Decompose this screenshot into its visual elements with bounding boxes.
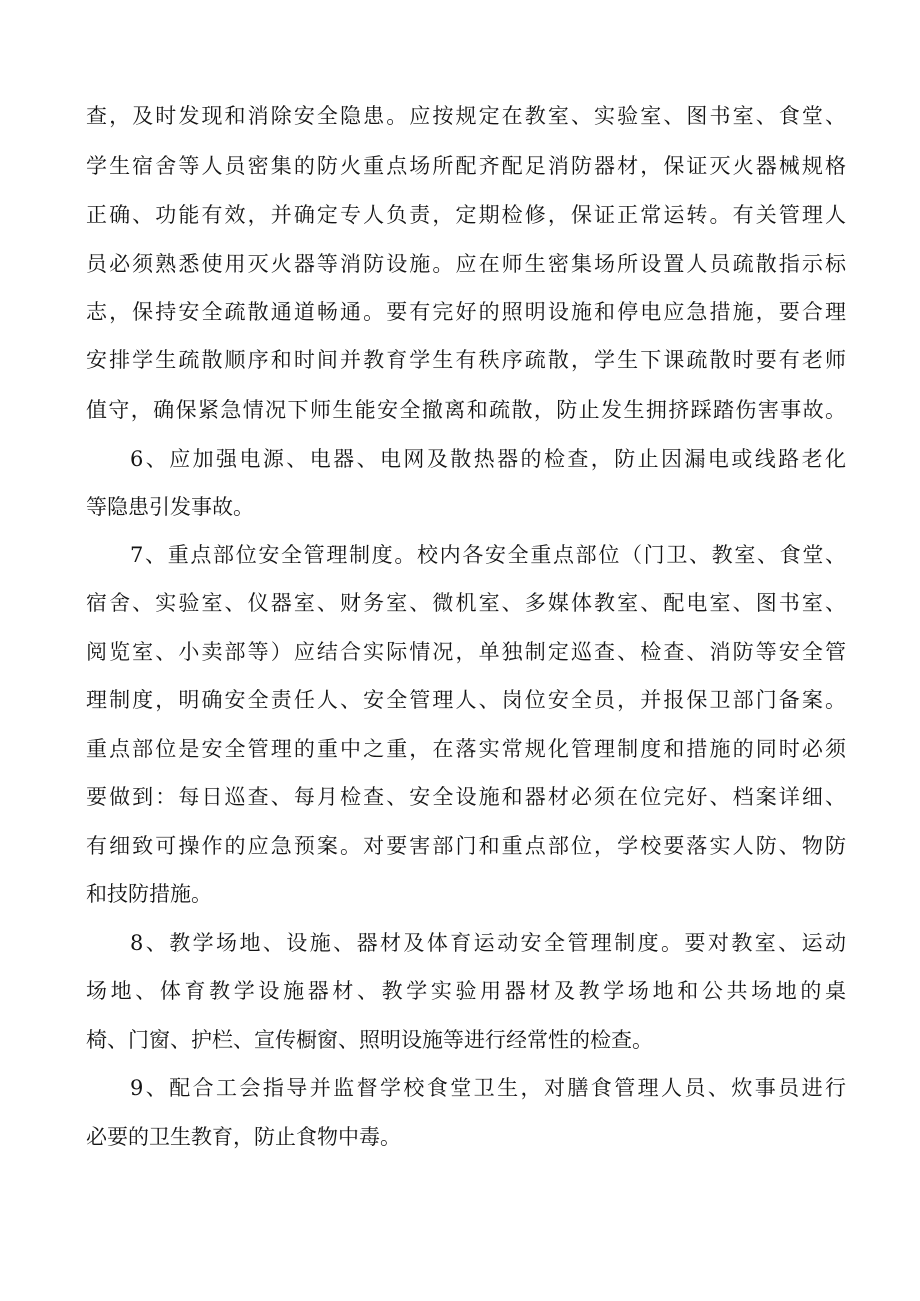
paragraph-8-line-2: 场地、体育教学设施器材、教学实验用器材及教学场地和公共场地的桌 (86, 979, 846, 1003)
paragraph-5-line-3: 正确、功能有效，并确定专人负责，定期检修，保证正常运转。有关管理人 (86, 203, 846, 227)
paragraph-7-line-2: 宿舍、实验室、仪器室、财务室、微机室、多媒体教室、配电室、图书室、 (86, 591, 846, 615)
paragraph-8-line-1: 8、教学场地、设施、器材及体育运动安全管理制度。要对教室、运动 (130, 931, 846, 955)
paragraph-5-line-6: 安排学生疏散顺序和时间并教育学生有秩序疏散，学生下课疏散时要有老师 (86, 348, 846, 372)
paragraph-6-line-1: 6、应加强电源、电器、电网及散热器的检查，防止因漏电或线路老化 (130, 447, 846, 471)
paragraph-7-line-7: 有细致可操作的应急预案。对要害部门和重点部位，学校要落实人防、物防 (86, 834, 846, 858)
paragraph-9-line-2: 必要的卫生教育，防止食物中毒。 (86, 1125, 401, 1149)
paragraph-5-line-4: 员必须熟悉使用灭火器等消防设施。应在师生密集场所设置人员疏散指示标 (86, 252, 846, 276)
paragraph-7-line-5: 重点部位是安全管理的重中之重，在落实常规化管理制度和措施的同时必须 (86, 737, 846, 761)
paragraph-7-line-1: 7、重点部位安全管理制度。校内各安全重点部位（门卫、教室、食堂、 (130, 543, 846, 567)
paragraph-7-line-6: 要做到：每日巡查、每月检查、安全设施和器材必须在位完好、档案详细、 (86, 785, 846, 809)
paragraph-6-line-2: 等隐患引发事故。 (86, 495, 254, 519)
paragraph-5-line-2: 学生宿舍等人员密集的防火重点场所配齐配足消防器材，保证灭火器械规格 (86, 154, 846, 178)
paragraph-8-line-3: 椅、门窗、护栏、宣传橱窗、照明设施等进行经常性的检查。 (86, 1028, 653, 1052)
paragraph-5-line-5: 志，保持安全疏散通道畅通。要有完好的照明设施和停电应急措施，要合理 (86, 300, 846, 324)
paragraph-7-line-8: 和技防措施。 (86, 882, 212, 906)
paragraph-5-line-7: 值守，确保紧急情况下师生能安全撤离和疏散，防止发生拥挤踩踏伤害事故。 (86, 398, 846, 422)
paragraph-7-line-4: 理制度，明确安全责任人、安全管理人、岗位安全员，并报保卫部门备案。 (86, 688, 846, 712)
paragraph-7-line-3: 阅览室、小卖部等）应结合实际情况，单独制定巡查、检查、消防等安全管 (86, 640, 846, 664)
paragraph-5-line-1: 查，及时发现和消除安全隐患。应按规定在教室、实验室、图书室、食堂、 (86, 104, 846, 128)
paragraph-9-line-1: 9、配合工会指导并监督学校食堂卫生，对膳食管理人员、炊事员进行 (130, 1076, 846, 1100)
